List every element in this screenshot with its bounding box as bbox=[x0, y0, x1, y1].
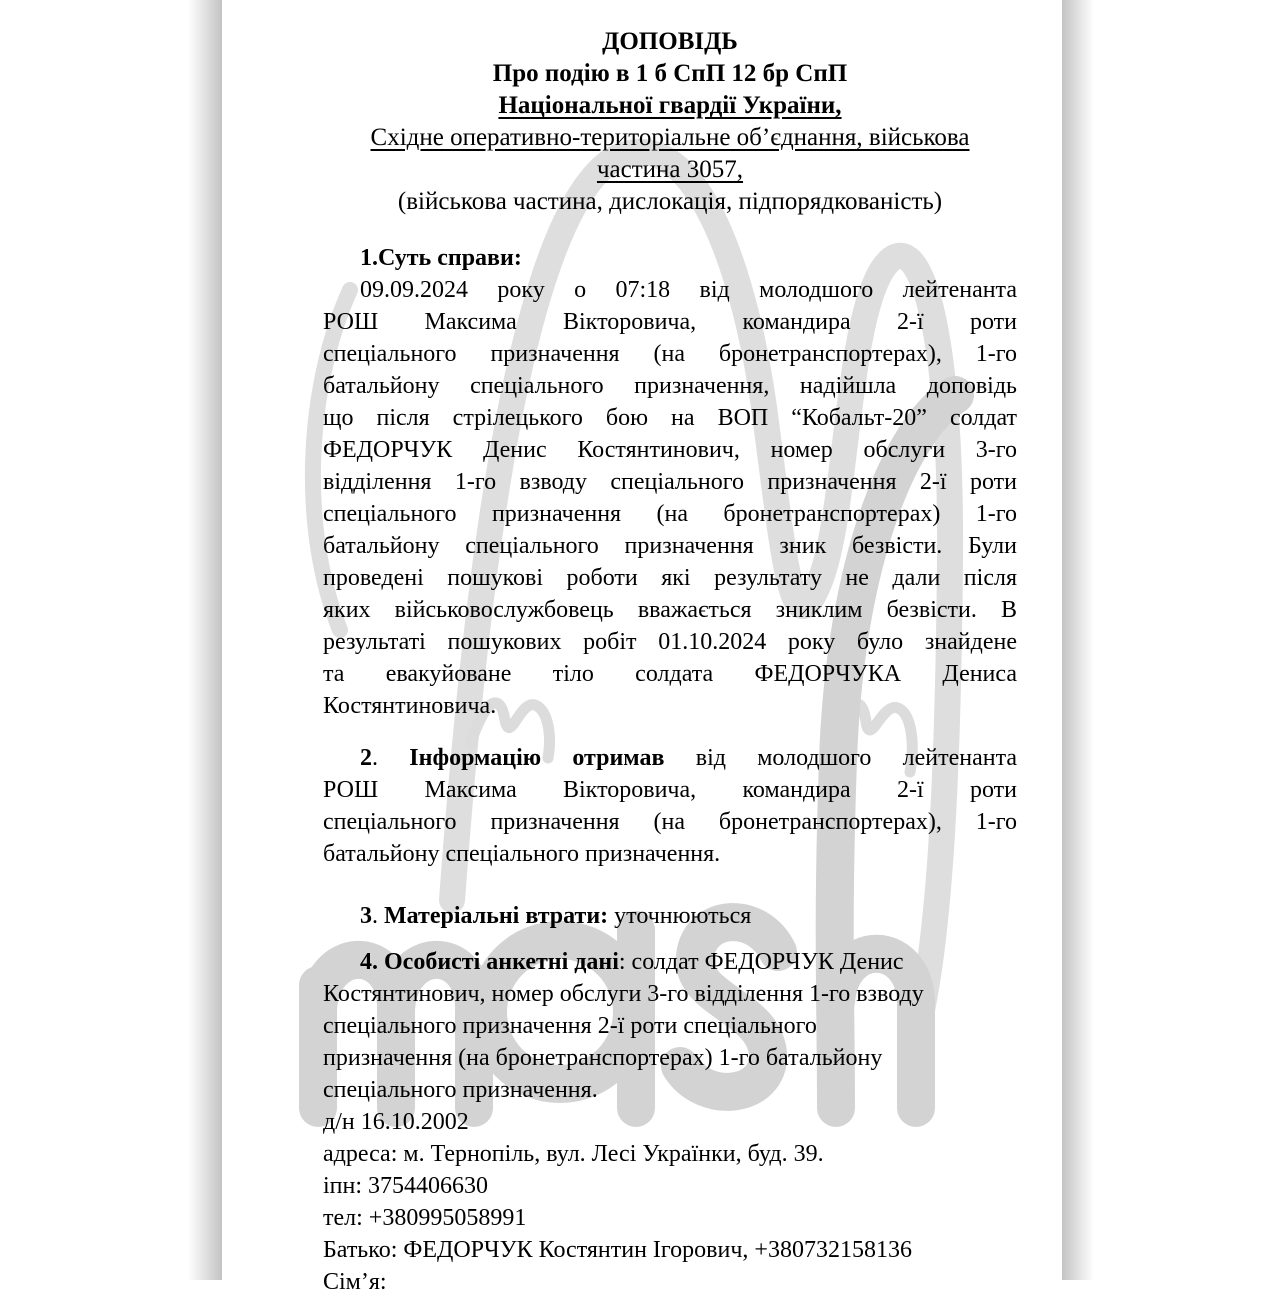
text-line bbox=[323, 1234, 1017, 1266]
text-line bbox=[323, 946, 1017, 978]
text-segment: ФЕДОРЧУК Денис Костянтинович, номер обслуги 3-го bbox=[323, 437, 1017, 463]
text-segment: РОШ Максима Вікторовича, командира 2-ї роти bbox=[323, 309, 1017, 335]
text-segment: д/н 16.10.2002 bbox=[323, 1109, 469, 1135]
bold-text-segment: Матеріальні втрати: bbox=[384, 903, 609, 929]
text-segment: яких військовослужбовець вважається зниклим безвісти. В bbox=[323, 597, 1017, 623]
document-content bbox=[222, 0, 1062, 1298]
page-left-shadow bbox=[188, 0, 222, 1280]
text-line bbox=[323, 562, 1017, 594]
text-segment: Батько: ФЕДОРЧУК Костянтин Ігорович, +380732158136 bbox=[323, 1237, 912, 1263]
section-3-material-losses bbox=[323, 900, 1017, 932]
text-line bbox=[323, 900, 1017, 932]
text-segment: . bbox=[372, 745, 410, 771]
text-segment: тел: +380995058991 bbox=[323, 1205, 527, 1231]
text-segment: Костянтинович, номер обслуги 3-го відділення 1-го взводу bbox=[323, 981, 924, 1007]
text-segment: спеціального призначення (на бронетранспортерах), 1-го bbox=[323, 809, 1017, 835]
title-line: Східне оперативно-територіальне об’єднання, військова bbox=[370, 124, 970, 151]
text-segment: призначення (на бронетранспортерах) 1-го батальйону bbox=[323, 1045, 883, 1071]
text-line bbox=[323, 594, 1017, 626]
text-segment: Сім’я: bbox=[323, 1269, 387, 1295]
bold-text-segment: 4. Особисті анкетні дані bbox=[360, 949, 619, 975]
text-segment: результаті пошукових робіт 01.10.2024 року було знайдене bbox=[323, 629, 1017, 655]
text-line bbox=[323, 466, 1017, 498]
text-line bbox=[323, 338, 1017, 370]
text-line bbox=[323, 1010, 1017, 1042]
text-segment: проведені пошукові роботи які результату не дали після bbox=[323, 565, 1017, 591]
text-segment: 09.09.2024 року о 07:18 від молодшого лейтенанта bbox=[360, 277, 1017, 303]
bold-text-segment: 2 bbox=[360, 745, 372, 771]
bold-text-segment: Інформацію отримав bbox=[409, 745, 665, 771]
title-line: Національної гвардії України, bbox=[498, 92, 842, 119]
text-line bbox=[323, 274, 1017, 306]
page-right-shadow bbox=[1062, 0, 1094, 1280]
text-segment: іпн: 3754406630 bbox=[323, 1173, 489, 1199]
text-line bbox=[323, 402, 1017, 434]
document-body bbox=[323, 242, 1017, 1298]
text-line bbox=[323, 1106, 1017, 1138]
text-segment: РОШ Максима Вікторовича, командира 2-ї роти bbox=[323, 777, 1017, 803]
text-line bbox=[323, 626, 1017, 658]
document-header bbox=[323, 26, 1017, 218]
text-segment: . bbox=[372, 903, 384, 929]
text-line bbox=[323, 658, 1017, 690]
text-segment: батальйону спеціального призначення, надійшла доповідь bbox=[323, 373, 1017, 399]
text-segment: Костянтиновича. bbox=[323, 693, 497, 719]
text-segment: : солдат ФЕДОРЧУК Денис bbox=[618, 949, 904, 975]
text-segment: батальйону спеціального призначення. bbox=[323, 841, 721, 867]
text-line bbox=[323, 242, 1017, 274]
text-segment: що після стрілецького бою на ВОП “Кобальт-20” солдат bbox=[323, 405, 1017, 431]
text-line bbox=[323, 978, 1017, 1010]
text-segment: спеціального призначення (на бронетранспортерах) 1-го bbox=[323, 501, 1017, 527]
text-line bbox=[323, 498, 1017, 530]
text-line bbox=[323, 806, 1017, 838]
text-line bbox=[323, 434, 1017, 466]
title-line: (військова частина, дислокація, підпорядкованість) bbox=[397, 188, 943, 215]
section-1-body bbox=[323, 274, 1017, 722]
text-line bbox=[323, 1074, 1017, 1106]
text-segment: спеціального призначення (на бронетранспортерах), 1-го bbox=[323, 341, 1017, 367]
text-segment: та евакуйоване тіло солдата ФЕДОРЧУКА Дениса bbox=[323, 661, 1017, 687]
text-line bbox=[323, 530, 1017, 562]
text-line bbox=[323, 774, 1017, 806]
text-line bbox=[323, 306, 1017, 338]
text-line bbox=[323, 1266, 1017, 1298]
title-line: ДОПОВІДЬ bbox=[602, 28, 738, 55]
title-line: частина 3057, bbox=[596, 156, 744, 183]
text-segment: батальйону спеціального призначення зник безвісти. Були bbox=[323, 533, 1017, 559]
bold-text-segment: 1.Суть справи: bbox=[360, 245, 522, 271]
text-line bbox=[323, 1042, 1017, 1074]
text-segment: уточнюються bbox=[608, 903, 752, 929]
section-4-personal-data bbox=[323, 946, 1017, 1106]
text-line bbox=[323, 742, 1017, 774]
text-segment: відділення 1-го взводу спеціального призначення 2-ї роти bbox=[323, 469, 1017, 495]
text-line bbox=[323, 370, 1017, 402]
text-segment: спеціального призначення. bbox=[323, 1077, 598, 1103]
section-2-info-received bbox=[323, 742, 1017, 870]
text-line bbox=[323, 690, 1017, 722]
text-line bbox=[323, 1170, 1017, 1202]
text-line bbox=[323, 1202, 1017, 1234]
text-line bbox=[323, 1138, 1017, 1170]
bold-text-segment: 3 bbox=[360, 903, 372, 929]
text-line bbox=[323, 838, 1017, 870]
section-1-heading bbox=[323, 242, 1017, 274]
text-segment: адреса: м. Тернопіль, вул. Лесі Українки, буд. 39. bbox=[323, 1141, 824, 1167]
personal-details-lines bbox=[323, 1106, 1017, 1298]
title-line: Про подію в 1 б СпП 12 бр СпП bbox=[492, 60, 848, 87]
text-segment: від молодшого лейтенанта bbox=[664, 745, 1017, 771]
text-segment: спеціального призначення 2-ї роти спеціального bbox=[323, 1013, 817, 1039]
document-page bbox=[222, 0, 1062, 1295]
